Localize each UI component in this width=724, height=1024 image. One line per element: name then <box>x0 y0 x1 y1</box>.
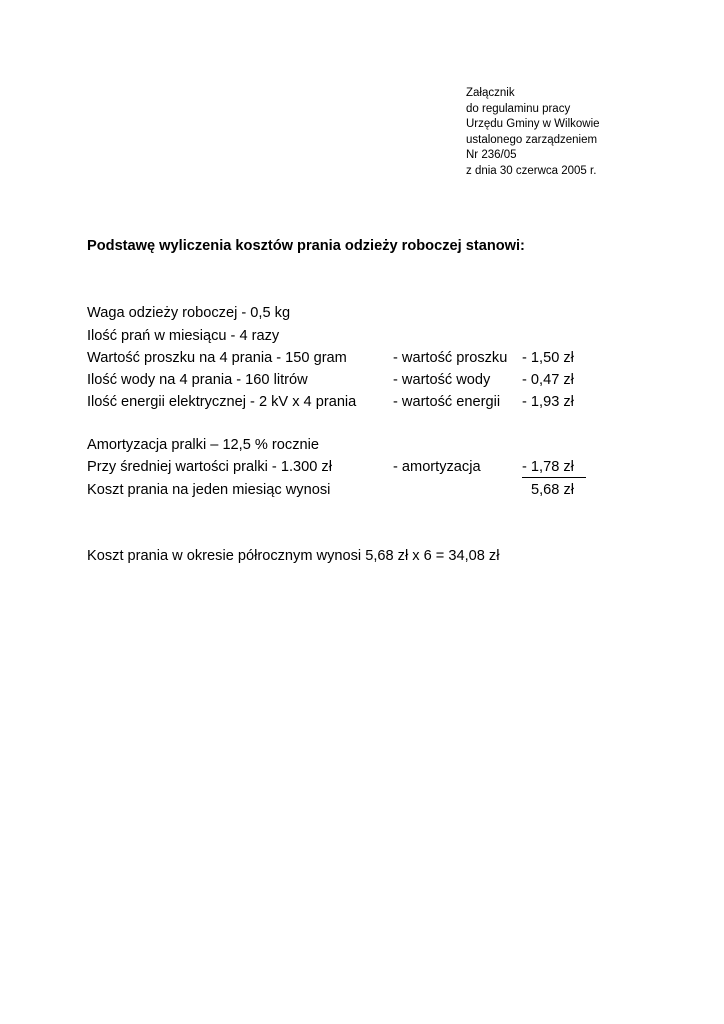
cost-row-label: - wartość wody <box>393 372 491 388</box>
attachment-note-line: do regulaminu pracy <box>466 102 571 115</box>
attachment-note-line: Załącznik <box>466 87 515 99</box>
cost-row-label: - wartość proszku <box>393 350 508 366</box>
cost-row-description: Przy średniej wartości pralki - 1.300 zł <box>87 459 332 475</box>
cost-row-description: Wartość proszku na 4 prania - 150 gram <box>87 350 347 366</box>
cost-row-description: Waga odzieży roboczej - 0,5 kg <box>87 305 291 321</box>
cost-row-label: - wartość energii <box>393 394 501 410</box>
attachment-note-line: Urzędu Gminy w Wilkowie <box>466 118 600 131</box>
attachment-note-line: z dnia 30 czerwca 2005 r. <box>466 164 597 177</box>
cost-row-description: Ilość wody na 4 prania - 160 litrów <box>87 372 308 388</box>
cost-row-description: Ilość energii elektrycznej - 2 kV x 4 prania <box>87 394 357 410</box>
cost-row-description: Ilość prań w miesiącu - 4 razy <box>87 328 280 344</box>
cost-row-value: - 1,50 zł <box>522 350 574 366</box>
cost-row-value: - 1,93 zł <box>522 394 574 410</box>
sum-divider <box>522 477 586 478</box>
total-row-description: Koszt prania na jeden miesiąc wynosi <box>87 482 331 498</box>
document-heading: Podstawę wyliczenia kosztów prania odzieży roboczej stanowi: <box>87 238 525 254</box>
attachment-note <box>466 86 600 180</box>
cost-row-value: - 1,78 zł <box>522 459 574 475</box>
cost-row-label: - amortyzacja <box>393 459 481 475</box>
total-row-value: 5,68 zł <box>531 482 574 498</box>
cost-row-description: Amortyzacja pralki – 12,5 % rocznie <box>87 437 319 453</box>
attachment-note-line: ustalonego zarządzeniem <box>466 133 598 146</box>
attachment-note-line: Nr 236/05 <box>466 149 517 162</box>
cost-row-value: - 0,47 zł <box>522 372 574 388</box>
half-year-summary: Koszt prania w okresie półrocznym wynosi 5,68 zł x 6 = 34,08 zł <box>87 548 500 564</box>
